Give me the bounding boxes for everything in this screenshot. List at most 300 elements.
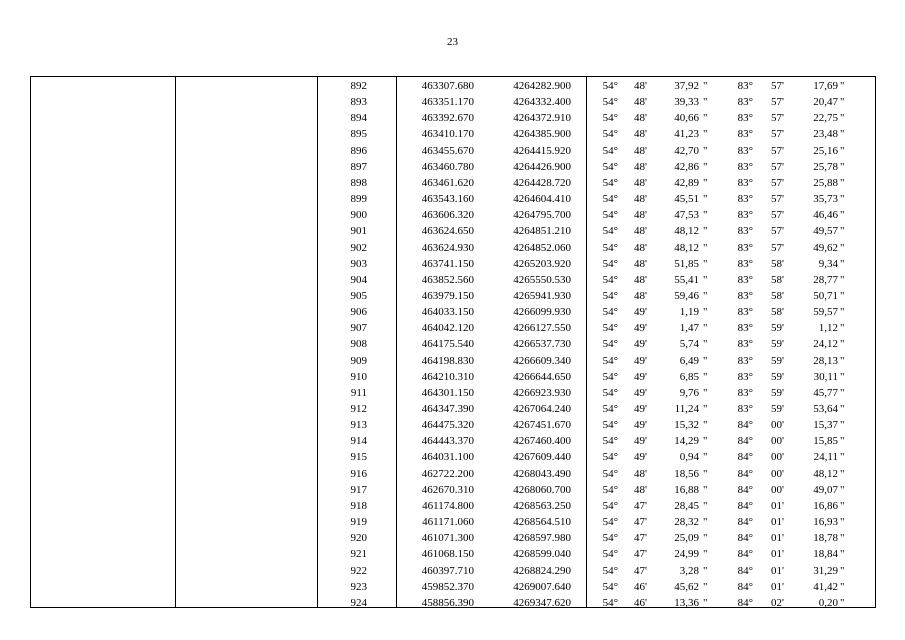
longitude-seconds-mark: " bbox=[840, 564, 845, 577]
latitude-degrees: 54° bbox=[602, 419, 618, 432]
y-coordinate: 4264428.720 bbox=[513, 176, 571, 189]
longitude-degrees: 83° bbox=[737, 370, 753, 383]
table-row bbox=[31, 482, 875, 498]
longitude-seconds-mark: " bbox=[840, 499, 845, 512]
latitude-seconds: 48,12 bbox=[674, 241, 699, 254]
latitude-seconds: 28,45 bbox=[674, 499, 699, 512]
latitude-seconds: 45,51 bbox=[674, 193, 699, 206]
longitude-seconds-mark: " bbox=[840, 354, 845, 367]
longitude-degrees: 83° bbox=[737, 160, 753, 173]
table-row bbox=[31, 288, 875, 304]
latitude-degrees: 54° bbox=[602, 160, 618, 173]
latitude-minutes: 49' bbox=[634, 370, 647, 383]
x-coordinate: 463461.620 bbox=[421, 176, 474, 189]
longitude-seconds: 17,69 bbox=[813, 80, 838, 92]
y-coordinate: 4266923.930 bbox=[513, 386, 571, 399]
table-row bbox=[31, 530, 875, 546]
latitude-degrees: 54° bbox=[602, 112, 618, 125]
point-number: 914 bbox=[350, 435, 367, 448]
latitude-seconds-mark: " bbox=[703, 386, 708, 399]
longitude-degrees: 83° bbox=[737, 273, 753, 286]
table-row bbox=[31, 256, 875, 272]
latitude-seconds: 0,94 bbox=[679, 451, 699, 464]
latitude-seconds: 18,56 bbox=[674, 467, 699, 480]
longitude-seconds: 49,07 bbox=[813, 483, 838, 496]
longitude-degrees: 83° bbox=[737, 128, 753, 141]
latitude-seconds: 51,85 bbox=[674, 257, 699, 270]
longitude-degrees: 84° bbox=[737, 435, 753, 448]
longitude-seconds-mark: " bbox=[840, 193, 845, 206]
table-row bbox=[31, 433, 875, 449]
longitude-minutes: 59' bbox=[771, 354, 784, 367]
x-coordinate: 463460.780 bbox=[421, 160, 474, 173]
x-coordinate: 463392.670 bbox=[421, 112, 474, 125]
latitude-minutes: 48' bbox=[634, 176, 647, 189]
y-coordinate: 4268043.490 bbox=[513, 467, 571, 480]
x-coordinate: 463852.560 bbox=[421, 273, 474, 286]
latitude-minutes: 48' bbox=[634, 96, 647, 109]
y-coordinate: 4264332.400 bbox=[513, 96, 571, 109]
latitude-seconds-mark: " bbox=[703, 435, 708, 448]
table-row bbox=[31, 401, 875, 417]
latitude-seconds: 1,19 bbox=[679, 306, 699, 319]
longitude-degrees: 84° bbox=[737, 467, 753, 480]
x-coordinate: 463741.150 bbox=[421, 257, 474, 270]
latitude-degrees: 54° bbox=[602, 193, 618, 206]
table-row bbox=[31, 110, 875, 126]
latitude-minutes: 49' bbox=[634, 386, 647, 399]
x-coordinate: 461171.060 bbox=[422, 516, 474, 529]
y-coordinate: 4264282.900 bbox=[513, 80, 571, 92]
longitude-seconds: 16,86 bbox=[813, 499, 838, 512]
latitude-minutes: 49' bbox=[634, 306, 647, 319]
point-number: 909 bbox=[350, 354, 367, 367]
latitude-minutes: 46' bbox=[634, 580, 647, 593]
latitude-seconds-mark: " bbox=[703, 257, 708, 270]
longitude-degrees: 83° bbox=[737, 225, 753, 238]
longitude-degrees: 83° bbox=[737, 386, 753, 399]
longitude-seconds: 23,48 bbox=[813, 128, 838, 141]
y-coordinate: 4264385.900 bbox=[513, 128, 571, 141]
x-coordinate: 461068.150 bbox=[421, 548, 474, 561]
longitude-seconds-mark: " bbox=[840, 144, 845, 157]
table-row bbox=[31, 369, 875, 385]
point-number: 904 bbox=[350, 273, 367, 286]
point-number: 898 bbox=[350, 176, 367, 189]
latitude-degrees: 54° bbox=[602, 225, 618, 238]
latitude-seconds: 9,76 bbox=[679, 386, 699, 399]
latitude-seconds-mark: " bbox=[703, 516, 708, 529]
longitude-seconds: 50,71 bbox=[813, 289, 838, 302]
longitude-seconds: 28,13 bbox=[813, 354, 838, 367]
longitude-seconds-mark: " bbox=[840, 532, 845, 545]
latitude-seconds-mark: " bbox=[703, 306, 708, 319]
point-number: 924 bbox=[350, 596, 367, 609]
latitude-degrees: 54° bbox=[602, 386, 618, 399]
y-coordinate: 4266127.550 bbox=[513, 322, 571, 335]
x-coordinate: 463606.320 bbox=[421, 209, 474, 222]
longitude-minutes: 57' bbox=[771, 112, 784, 125]
longitude-minutes: 01' bbox=[771, 516, 784, 529]
longitude-seconds-mark: " bbox=[840, 386, 845, 399]
latitude-minutes: 48' bbox=[634, 241, 647, 254]
coordinates-table bbox=[30, 76, 876, 608]
longitude-seconds-mark: " bbox=[840, 80, 845, 92]
latitude-degrees: 54° bbox=[602, 128, 618, 141]
x-coordinate: 461071.300 bbox=[421, 532, 474, 545]
latitude-degrees: 54° bbox=[602, 209, 618, 222]
longitude-minutes: 57' bbox=[771, 96, 784, 109]
longitude-minutes: 59' bbox=[771, 322, 784, 335]
latitude-seconds-mark: " bbox=[703, 225, 708, 238]
latitude-degrees: 54° bbox=[602, 241, 618, 254]
table-row bbox=[31, 449, 875, 465]
longitude-degrees: 83° bbox=[737, 289, 753, 302]
longitude-minutes: 00' bbox=[771, 467, 784, 480]
y-coordinate: 4267451.670 bbox=[513, 419, 571, 432]
longitude-seconds: 35,73 bbox=[813, 193, 838, 206]
table-row bbox=[31, 385, 875, 401]
longitude-seconds-mark: " bbox=[840, 257, 845, 270]
latitude-seconds: 3,28 bbox=[679, 564, 699, 577]
x-coordinate: 463543.160 bbox=[421, 193, 474, 206]
longitude-seconds-mark: " bbox=[840, 419, 845, 432]
latitude-minutes: 48' bbox=[634, 144, 647, 157]
longitude-seconds-mark: " bbox=[840, 225, 845, 238]
longitude-seconds-mark: " bbox=[840, 273, 845, 286]
longitude-minutes: 57' bbox=[771, 176, 784, 189]
longitude-seconds-mark: " bbox=[840, 467, 845, 480]
x-coordinate: 459852.370 bbox=[421, 580, 474, 593]
latitude-degrees: 54° bbox=[602, 467, 618, 480]
latitude-minutes: 48' bbox=[634, 112, 647, 125]
x-coordinate: 463979.150 bbox=[421, 289, 474, 302]
longitude-minutes: 01' bbox=[771, 564, 784, 577]
x-coordinate: 464347.390 bbox=[421, 403, 474, 415]
latitude-seconds-mark: " bbox=[703, 419, 708, 432]
longitude-degrees: 83° bbox=[737, 96, 753, 109]
table-row bbox=[31, 563, 875, 579]
latitude-seconds-mark: " bbox=[703, 144, 708, 157]
longitude-seconds-mark: " bbox=[840, 580, 845, 593]
latitude-seconds: 45,62 bbox=[674, 580, 699, 593]
longitude-seconds-mark: " bbox=[840, 403, 845, 415]
latitude-seconds-mark: " bbox=[703, 354, 708, 367]
longitude-degrees: 83° bbox=[737, 193, 753, 206]
latitude-seconds: 59,46 bbox=[674, 289, 699, 302]
point-number: 919 bbox=[350, 516, 367, 529]
latitude-seconds-mark: " bbox=[703, 370, 708, 383]
longitude-degrees: 83° bbox=[737, 322, 753, 335]
point-number: 911 bbox=[350, 386, 367, 399]
latitude-degrees: 54° bbox=[602, 596, 618, 609]
longitude-seconds-mark: " bbox=[840, 451, 845, 464]
x-coordinate: 464031.100 bbox=[421, 451, 474, 464]
latitude-degrees: 54° bbox=[602, 289, 618, 302]
point-number: 901 bbox=[350, 225, 367, 238]
latitude-degrees: 54° bbox=[602, 273, 618, 286]
latitude-minutes: 47' bbox=[634, 516, 647, 529]
longitude-minutes: 59' bbox=[771, 338, 784, 351]
latitude-seconds-mark: " bbox=[703, 483, 708, 496]
longitude-seconds-mark: " bbox=[840, 338, 845, 351]
table-row bbox=[31, 514, 875, 530]
longitude-seconds: 18,78 bbox=[813, 532, 838, 545]
latitude-seconds-mark: " bbox=[703, 548, 708, 561]
latitude-minutes: 47' bbox=[634, 548, 647, 561]
latitude-seconds-mark: " bbox=[703, 80, 708, 92]
table-row bbox=[31, 240, 875, 256]
latitude-seconds: 5,74 bbox=[679, 338, 699, 351]
x-coordinate: 463455.670 bbox=[421, 144, 474, 157]
latitude-degrees: 54° bbox=[602, 516, 618, 529]
table-row bbox=[31, 143, 875, 159]
longitude-seconds: 31,29 bbox=[813, 564, 838, 577]
point-number: 893 bbox=[350, 96, 367, 109]
latitude-minutes: 49' bbox=[634, 354, 647, 367]
longitude-seconds-mark: " bbox=[840, 209, 845, 222]
table-row bbox=[31, 272, 875, 288]
longitude-seconds: 22,75 bbox=[813, 112, 838, 125]
latitude-seconds: 6,85 bbox=[679, 370, 699, 383]
table-row bbox=[31, 417, 875, 433]
x-coordinate: 462670.310 bbox=[421, 483, 474, 496]
longitude-seconds: 25,16 bbox=[813, 144, 838, 157]
latitude-minutes: 46' bbox=[634, 596, 647, 609]
point-number: 905 bbox=[350, 289, 367, 302]
latitude-seconds: 41,23 bbox=[674, 128, 699, 141]
latitude-seconds-mark: " bbox=[703, 564, 708, 577]
latitude-minutes: 48' bbox=[634, 257, 647, 270]
table-row bbox=[31, 207, 875, 223]
longitude-minutes: 58' bbox=[771, 273, 784, 286]
latitude-seconds: 39,33 bbox=[674, 96, 699, 109]
point-number: 906 bbox=[350, 306, 367, 319]
y-coordinate: 4269347.620 bbox=[513, 596, 571, 609]
x-coordinate: 464033.150 bbox=[421, 306, 474, 319]
longitude-degrees: 84° bbox=[737, 596, 753, 609]
latitude-minutes: 49' bbox=[634, 419, 647, 432]
longitude-seconds-mark: " bbox=[840, 112, 845, 125]
latitude-degrees: 54° bbox=[602, 483, 618, 496]
longitude-degrees: 83° bbox=[737, 209, 753, 222]
latitude-seconds-mark: " bbox=[703, 273, 708, 286]
longitude-seconds: 20,47 bbox=[813, 96, 838, 109]
longitude-seconds: 48,12 bbox=[813, 467, 838, 480]
latitude-seconds-mark: " bbox=[703, 209, 708, 222]
y-coordinate: 4267064.240 bbox=[513, 403, 571, 415]
table-row bbox=[31, 353, 875, 369]
x-coordinate: 463351.170 bbox=[421, 96, 474, 109]
x-coordinate: 464475.320 bbox=[421, 419, 474, 432]
latitude-seconds-mark: " bbox=[703, 403, 708, 415]
longitude-degrees: 83° bbox=[737, 80, 753, 92]
longitude-minutes: 01' bbox=[771, 499, 784, 512]
latitude-seconds-mark: " bbox=[703, 176, 708, 189]
y-coordinate: 4264851.210 bbox=[513, 225, 571, 238]
longitude-degrees: 84° bbox=[737, 451, 753, 464]
longitude-minutes: 00' bbox=[771, 451, 784, 464]
x-coordinate: 463624.930 bbox=[421, 241, 474, 254]
point-number: 916 bbox=[350, 467, 367, 480]
longitude-degrees: 84° bbox=[737, 419, 753, 432]
longitude-minutes: 59' bbox=[771, 403, 784, 415]
latitude-minutes: 49' bbox=[634, 451, 647, 464]
longitude-degrees: 84° bbox=[737, 532, 753, 545]
latitude-seconds-mark: " bbox=[703, 596, 708, 609]
x-coordinate: 464042.120 bbox=[421, 322, 474, 335]
latitude-seconds: 1,47 bbox=[679, 322, 699, 335]
longitude-minutes: 01' bbox=[771, 580, 784, 593]
latitude-degrees: 54° bbox=[602, 176, 618, 189]
point-number: 895 bbox=[350, 128, 367, 141]
x-coordinate: 463624.650 bbox=[421, 225, 474, 238]
longitude-seconds: 53,64 bbox=[813, 403, 838, 415]
latitude-seconds-mark: " bbox=[703, 96, 708, 109]
y-coordinate: 4266099.930 bbox=[513, 306, 571, 319]
latitude-degrees: 54° bbox=[602, 354, 618, 367]
longitude-minutes: 57' bbox=[771, 209, 784, 222]
latitude-degrees: 54° bbox=[602, 370, 618, 383]
table-row bbox=[31, 223, 875, 239]
longitude-seconds: 24,12 bbox=[813, 338, 838, 351]
longitude-minutes: 02' bbox=[771, 596, 784, 609]
latitude-seconds: 11,24 bbox=[674, 403, 699, 415]
longitude-seconds-mark: " bbox=[840, 548, 845, 561]
longitude-minutes: 58' bbox=[771, 257, 784, 270]
x-coordinate: 464198.830 bbox=[421, 354, 474, 367]
longitude-seconds-mark: " bbox=[840, 289, 845, 302]
y-coordinate: 4268060.700 bbox=[513, 483, 571, 496]
y-coordinate: 4268563.250 bbox=[513, 499, 571, 512]
x-coordinate: 464301.150 bbox=[421, 386, 474, 399]
latitude-minutes: 48' bbox=[634, 483, 647, 496]
y-coordinate: 4265203.920 bbox=[513, 257, 571, 270]
table-row bbox=[31, 126, 875, 142]
y-coordinate: 4267609.440 bbox=[513, 451, 571, 464]
longitude-degrees: 83° bbox=[737, 306, 753, 319]
latitude-seconds: 6,49 bbox=[679, 354, 699, 367]
longitude-seconds: 9,34 bbox=[818, 257, 838, 270]
latitude-degrees: 54° bbox=[602, 322, 618, 335]
latitude-degrees: 54° bbox=[602, 435, 618, 448]
longitude-seconds: 28,77 bbox=[813, 273, 838, 286]
latitude-degrees: 54° bbox=[602, 499, 618, 512]
longitude-minutes: 58' bbox=[771, 289, 784, 302]
latitude-minutes: 48' bbox=[634, 273, 647, 286]
point-number: 894 bbox=[350, 112, 367, 125]
latitude-seconds-mark: " bbox=[703, 499, 708, 512]
longitude-seconds-mark: " bbox=[840, 435, 845, 448]
longitude-seconds: 49,57 bbox=[813, 225, 838, 238]
latitude-seconds-mark: " bbox=[703, 289, 708, 302]
y-coordinate: 4264415.920 bbox=[513, 144, 571, 157]
latitude-seconds-mark: " bbox=[703, 128, 708, 141]
longitude-minutes: 57' bbox=[771, 241, 784, 254]
latitude-degrees: 54° bbox=[602, 451, 618, 464]
point-number: 922 bbox=[350, 564, 367, 577]
latitude-seconds-mark: " bbox=[703, 241, 708, 254]
table-row bbox=[31, 94, 875, 110]
x-coordinate: 464210.310 bbox=[421, 370, 474, 383]
longitude-minutes: 00' bbox=[771, 435, 784, 448]
point-number: 902 bbox=[350, 241, 367, 254]
longitude-degrees: 83° bbox=[737, 112, 753, 125]
longitude-minutes: 57' bbox=[771, 225, 784, 238]
longitude-degrees: 83° bbox=[737, 144, 753, 157]
y-coordinate: 4268564.510 bbox=[513, 516, 571, 529]
table-row bbox=[31, 579, 875, 595]
longitude-degrees: 83° bbox=[737, 257, 753, 270]
longitude-seconds-mark: " bbox=[840, 128, 845, 141]
table-row bbox=[31, 466, 875, 482]
point-number: 910 bbox=[350, 370, 367, 383]
longitude-seconds: 15,37 bbox=[813, 419, 838, 432]
latitude-degrees: 54° bbox=[602, 257, 618, 270]
table-row bbox=[31, 175, 875, 191]
longitude-degrees: 84° bbox=[737, 499, 753, 512]
latitude-seconds: 42,86 bbox=[674, 160, 699, 173]
latitude-minutes: 47' bbox=[634, 532, 647, 545]
latitude-degrees: 54° bbox=[602, 580, 618, 593]
longitude-degrees: 84° bbox=[737, 564, 753, 577]
point-number: 912 bbox=[350, 403, 367, 415]
latitude-minutes: 48' bbox=[634, 128, 647, 141]
longitude-seconds-mark: " bbox=[840, 176, 845, 189]
point-number: 903 bbox=[350, 257, 367, 270]
longitude-degrees: 84° bbox=[737, 483, 753, 496]
longitude-seconds: 16,93 bbox=[813, 516, 838, 529]
y-coordinate: 4264604.410 bbox=[513, 193, 571, 206]
longitude-seconds: 24,11 bbox=[813, 451, 838, 464]
x-coordinate: 463307.680 bbox=[421, 80, 474, 92]
longitude-minutes: 00' bbox=[771, 419, 784, 432]
latitude-minutes: 49' bbox=[634, 435, 647, 448]
x-coordinate: 463410.170 bbox=[421, 128, 474, 141]
y-coordinate: 4265941.930 bbox=[513, 289, 571, 302]
point-number: 913 bbox=[350, 419, 367, 432]
point-number: 917 bbox=[350, 483, 367, 496]
point-number: 923 bbox=[350, 580, 367, 593]
x-coordinate: 462722.200 bbox=[421, 467, 474, 480]
x-coordinate: 461174.800 bbox=[422, 499, 474, 512]
longitude-minutes: 57' bbox=[771, 128, 784, 141]
x-coordinate: 464443.370 bbox=[421, 435, 474, 448]
page-number: 23 bbox=[447, 36, 458, 48]
latitude-seconds: 24,99 bbox=[674, 548, 699, 561]
latitude-degrees: 54° bbox=[602, 548, 618, 561]
point-number: 899 bbox=[350, 193, 367, 206]
longitude-seconds-mark: " bbox=[840, 370, 845, 383]
longitude-seconds-mark: " bbox=[840, 241, 845, 254]
latitude-seconds-mark: " bbox=[703, 580, 708, 593]
longitude-seconds: 46,46 bbox=[813, 209, 838, 222]
longitude-degrees: 83° bbox=[737, 338, 753, 351]
longitude-seconds: 59,57 bbox=[813, 306, 838, 319]
table-row bbox=[31, 546, 875, 562]
latitude-minutes: 49' bbox=[634, 322, 647, 335]
table-row bbox=[31, 78, 875, 94]
longitude-degrees: 83° bbox=[737, 241, 753, 254]
longitude-degrees: 84° bbox=[737, 580, 753, 593]
longitude-degrees: 84° bbox=[737, 516, 753, 529]
latitude-minutes: 48' bbox=[634, 467, 647, 480]
latitude-seconds: 37,92 bbox=[674, 80, 699, 92]
latitude-degrees: 54° bbox=[602, 96, 618, 109]
y-coordinate: 4264426.900 bbox=[513, 160, 571, 173]
latitude-seconds: 13,36 bbox=[674, 596, 699, 609]
point-number: 896 bbox=[350, 144, 367, 157]
